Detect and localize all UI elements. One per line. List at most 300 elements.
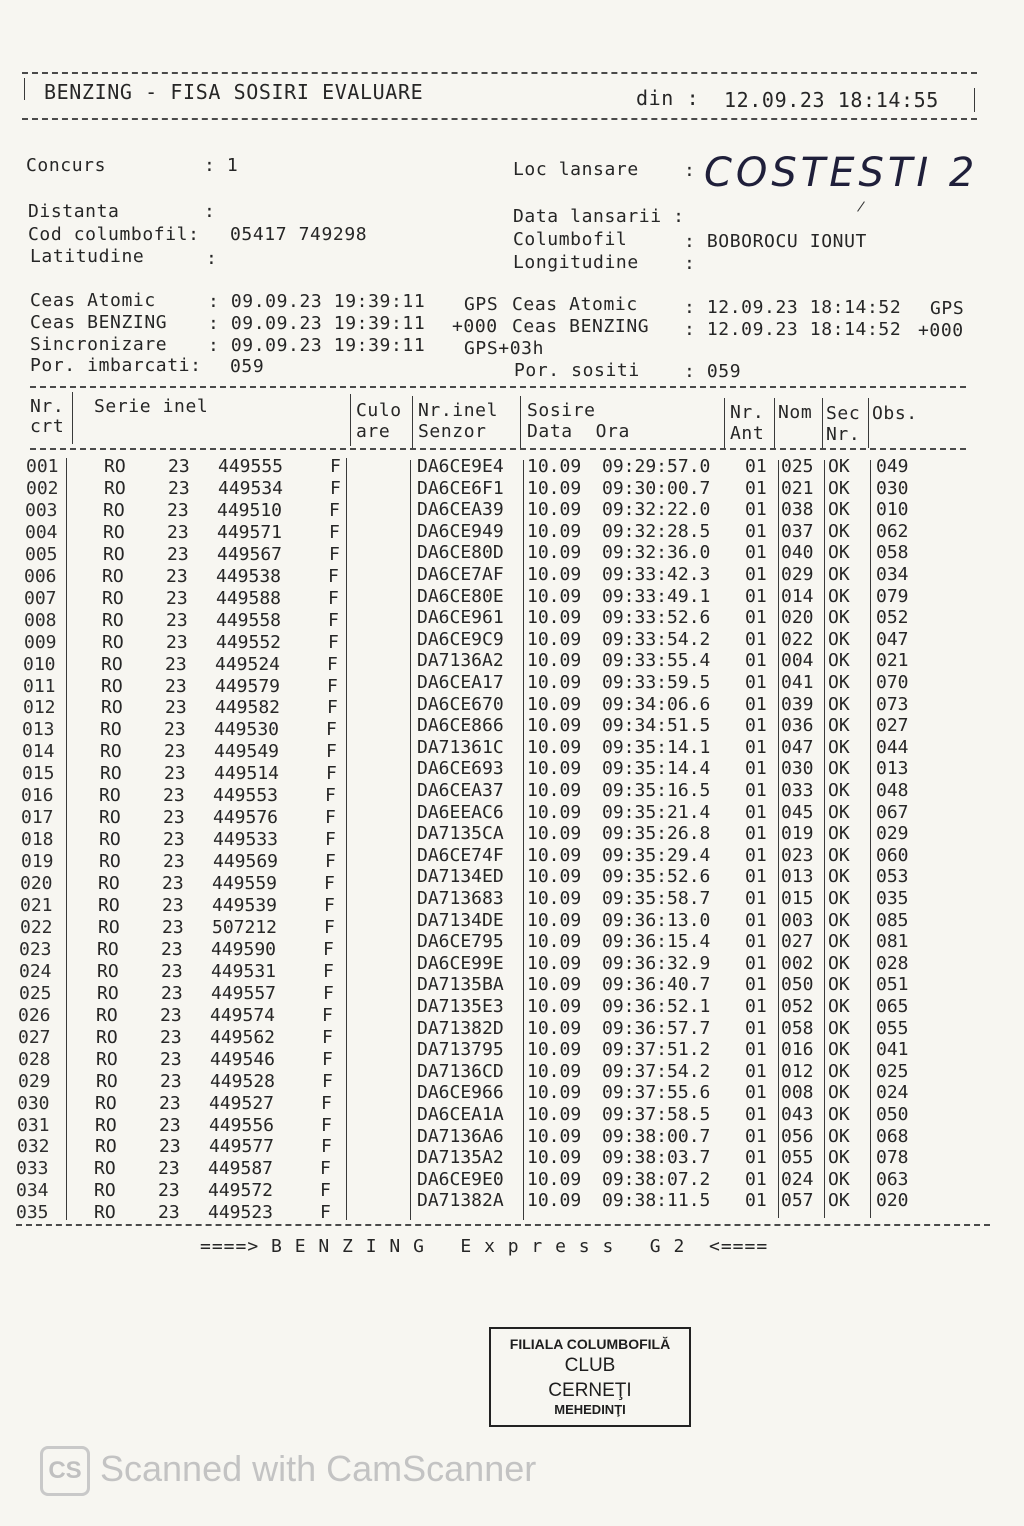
arrival-time: 09:35:52.6 <box>602 866 711 888</box>
country-code: RO <box>99 851 121 873</box>
arrival-date: 10.09 <box>527 650 582 672</box>
obs-value: 010 <box>876 499 909 521</box>
obs-value: 029 <box>876 823 909 845</box>
row-number: 031 <box>17 1114 50 1136</box>
obs-value: 073 <box>876 693 909 715</box>
ring-year: 23 <box>161 982 183 1004</box>
table-row <box>0 801 1024 829</box>
sex: F <box>322 1048 333 1070</box>
row-number: 009 <box>24 631 57 653</box>
country-code: RO <box>101 697 123 719</box>
antenna-number: 01 <box>745 736 767 758</box>
sensor-id: DA6CE99E <box>417 952 504 974</box>
sex: F <box>328 565 339 587</box>
ring-year: 23 <box>165 653 187 675</box>
country-code: RO <box>100 719 122 741</box>
sex: F <box>321 1114 332 1136</box>
nom-value: 025 <box>781 456 814 477</box>
sync-label: Sincronizare <box>30 334 168 355</box>
arrival-date: 10.09 <box>527 1168 582 1190</box>
nom-value: 047 <box>781 736 814 758</box>
sync-offset: GPS+03h <box>464 338 545 359</box>
ring-number: 449562 <box>210 1026 276 1048</box>
header-serie-inel: Serie inel <box>94 396 209 417</box>
sex: F <box>324 916 335 938</box>
arrival-time: 09:33:59.5 <box>602 672 711 693</box>
arrival-date: 10.09 <box>527 1104 582 1125</box>
arrival-time: 09:37:58.5 <box>602 1104 711 1125</box>
sensor-id: DA7135A2 <box>417 1147 504 1169</box>
sensor-id: DA6CEA39 <box>417 499 504 521</box>
columbofil-label: Columbofil <box>513 229 628 250</box>
sec-status: OK <box>828 520 850 542</box>
antenna-number: 01 <box>745 888 767 909</box>
sex: F <box>325 785 336 807</box>
sensor-id: DA6CE670 <box>417 693 504 715</box>
sensor-id: DA6CE9E0 <box>417 1168 504 1190</box>
sex: F <box>328 587 339 609</box>
table-row <box>0 888 1024 916</box>
arrival-time: 09:33:55.4 <box>602 650 711 672</box>
arrival-time: 09:32:28.5 <box>602 520 711 542</box>
nom-value: 002 <box>781 952 814 974</box>
antenna-number: 01 <box>745 542 767 564</box>
sec-status: OK <box>828 1017 850 1039</box>
arrival-date: 10.09 <box>527 477 582 499</box>
ring-number: 449524 <box>215 653 281 675</box>
header-bottom-border <box>30 448 966 450</box>
latitudine-label: Latitudine <box>30 246 145 267</box>
sec-status: OK <box>828 693 850 715</box>
sensor-id: DA6CE7AF <box>417 564 504 585</box>
sec-status: OK <box>828 952 850 974</box>
sex: F <box>330 477 341 499</box>
ring-year: 23 <box>166 631 188 653</box>
country-code: RO <box>104 456 126 477</box>
row-number: 014 <box>22 741 55 763</box>
antenna-number: 01 <box>745 974 767 996</box>
arrival-time: 09:33:52.6 <box>602 607 711 629</box>
table-row <box>0 672 1024 697</box>
right-atomic-source: GPS <box>930 298 965 319</box>
row-number: 003 <box>25 499 58 521</box>
obs-value: 041 <box>876 1039 909 1061</box>
table-top-border <box>30 386 966 388</box>
country-code: RO <box>94 1158 116 1180</box>
left-benzing-label: Ceas BENZING <box>30 312 168 333</box>
arrival-date: 10.09 <box>527 542 582 564</box>
sec-status: OK <box>828 715 850 737</box>
ring-year: 23 <box>159 1136 181 1158</box>
obs-value: 051 <box>876 974 909 996</box>
row-number: 001 <box>26 456 59 477</box>
col-sep <box>520 396 521 448</box>
sensor-id: DA7134DE <box>417 909 504 931</box>
sec-status: OK <box>828 844 850 866</box>
arrival-time: 09:35:14.1 <box>602 736 711 758</box>
header-sec-bottom: Nr. <box>826 424 861 445</box>
left-atomic-source: GPS <box>464 294 499 315</box>
obs-value: 050 <box>876 1104 909 1125</box>
arrival-date: 10.09 <box>527 888 582 909</box>
row-number: 013 <box>22 719 55 741</box>
sec-status: OK <box>828 499 850 521</box>
left-atomic-value: : 09.09.23 19:39:11 <box>208 291 426 312</box>
cod-columbofil-label: Cod columbofil: <box>28 224 200 245</box>
row-number: 020 <box>20 873 53 895</box>
nom-value: 039 <box>781 693 814 715</box>
arrival-date: 10.09 <box>527 693 582 715</box>
sec-status: OK <box>828 823 850 845</box>
nom-value: 050 <box>781 974 814 996</box>
nom-value: 004 <box>781 650 814 672</box>
ring-year: 23 <box>160 1004 182 1026</box>
header-inel-top: Nr.inel <box>418 400 499 421</box>
nom-value: 022 <box>781 628 814 650</box>
col-sep <box>774 398 775 448</box>
ring-year: 23 <box>164 719 186 741</box>
obs-value: 053 <box>876 866 909 888</box>
sensor-id: DA6CE6F1 <box>417 477 504 499</box>
sensor-id: DA7136A6 <box>417 1125 504 1147</box>
sec-status: OK <box>828 931 850 953</box>
obs-value: 024 <box>876 1082 909 1104</box>
obs-value: 065 <box>876 996 909 1017</box>
ring-number: 449552 <box>216 631 282 653</box>
table-row <box>0 1039 1024 1070</box>
antenna-number: 01 <box>745 477 767 499</box>
sec-status: OK <box>828 1168 850 1190</box>
arrival-date: 10.09 <box>527 628 582 650</box>
antenna-number: 01 <box>745 1190 767 1212</box>
arrival-time: 09:36:52.1 <box>602 996 711 1017</box>
arrival-time: 09:36:32.9 <box>602 952 711 974</box>
sensor-id: DA7135E3 <box>417 996 504 1017</box>
columbofil-value: : BOBOROCU IONUT <box>684 231 867 252</box>
antenna-number: 01 <box>745 499 767 521</box>
table-row <box>0 586 1024 607</box>
country-code: RO <box>102 565 124 587</box>
ring-number: 449555 <box>218 456 284 477</box>
sex: F <box>328 609 339 631</box>
obs-value: 034 <box>876 564 909 585</box>
row-number: 032 <box>17 1136 50 1158</box>
ring-year: 23 <box>166 565 188 587</box>
table-row <box>0 974 1024 1004</box>
sensor-id: DA6CE80D <box>417 542 504 564</box>
col-sep <box>72 392 73 444</box>
table-row <box>0 542 1024 563</box>
sheet-title: BENZING - FISA SOSIRI EVALUARE <box>44 80 424 104</box>
header-culoare-top: Culo <box>356 400 402 421</box>
arrival-time: 09:35:21.4 <box>602 801 711 823</box>
ring-year: 23 <box>162 873 184 895</box>
arrival-time: 09:35:16.5 <box>602 780 711 801</box>
row-number: 034 <box>16 1180 49 1202</box>
camscanner-logo-icon: CS <box>40 1446 90 1496</box>
antenna-number: 01 <box>745 650 767 672</box>
sensor-id: DA7136CD <box>417 1060 504 1082</box>
antenna-number: 01 <box>745 931 767 953</box>
sec-status: OK <box>828 1060 850 1082</box>
obs-value: 021 <box>876 650 909 672</box>
country-code: RO <box>97 938 119 960</box>
antenna-number: 01 <box>745 715 767 737</box>
table-row <box>0 758 1024 785</box>
nom-value: 016 <box>781 1039 814 1061</box>
obs-value: 052 <box>876 607 909 629</box>
loc-lansare-handwritten: COSTESTI 2 <box>704 150 979 196</box>
ring-number: 449569 <box>213 851 279 873</box>
obs-value: 047 <box>876 628 909 650</box>
obs-value: 020 <box>876 1190 909 1212</box>
left-benzing-value: : 09.09.23 19:39:11 <box>208 313 426 334</box>
nom-value: 055 <box>781 1147 814 1169</box>
arrival-time: 09:34:06.6 <box>602 693 711 715</box>
obs-value: 068 <box>876 1125 909 1147</box>
sec-status: OK <box>828 801 850 823</box>
left-benzing-offset: +000 <box>452 316 498 337</box>
sex: F <box>329 499 340 521</box>
nom-value: 029 <box>781 564 814 585</box>
nom-value: 052 <box>781 996 814 1017</box>
table-row <box>0 1190 1024 1224</box>
country-code: RO <box>99 829 121 851</box>
row-number: 027 <box>18 1026 51 1048</box>
table-row <box>0 780 1024 807</box>
ring-year: 23 <box>167 521 189 543</box>
antenna-number: 01 <box>745 564 767 585</box>
arrival-date: 10.09 <box>527 1060 582 1082</box>
antenna-number: 01 <box>745 1017 767 1039</box>
arrival-date: 10.09 <box>527 1017 582 1039</box>
arrival-time: 09:33:54.2 <box>602 628 711 650</box>
country-code: RO <box>103 543 125 565</box>
ring-number: 449572 <box>208 1180 274 1202</box>
row-number: 010 <box>23 653 56 675</box>
arrival-date: 10.09 <box>527 866 582 888</box>
ring-number: 449571 <box>217 521 283 543</box>
country-code: RO <box>104 477 126 499</box>
arrival-time: 09:33:42.3 <box>602 564 711 585</box>
obs-value: 063 <box>876 1168 909 1190</box>
nom-value: 012 <box>781 1060 814 1082</box>
obs-value: 048 <box>876 780 909 801</box>
arrival-date: 10.09 <box>527 585 582 607</box>
row-number: 022 <box>20 916 53 938</box>
row-number: 018 <box>21 829 54 851</box>
antenna-number: 01 <box>745 672 767 693</box>
sensor-id: DA6EEAC6 <box>417 801 504 823</box>
arrival-date: 10.09 <box>527 736 582 758</box>
country-code: RO <box>95 1136 117 1158</box>
sex: F <box>322 1004 333 1026</box>
title-bottom-border <box>22 118 977 120</box>
ring-year: 23 <box>161 960 183 982</box>
sensor-id: DA6CE9E4 <box>417 456 504 477</box>
nom-value: 015 <box>781 888 814 909</box>
sex: F <box>324 873 335 895</box>
row-number: 023 <box>19 938 52 960</box>
ring-number: 449527 <box>209 1092 275 1114</box>
obs-value: 079 <box>876 585 909 607</box>
arrival-time: 09:36:57.7 <box>602 1017 711 1039</box>
stamp-line-2: CLUB <box>564 1354 616 1376</box>
sex: F <box>320 1158 331 1180</box>
country-code: RO <box>99 807 121 829</box>
sec-status: OK <box>828 909 850 931</box>
sex: F <box>323 960 334 982</box>
sex: F <box>320 1180 331 1202</box>
table-row <box>0 909 1024 938</box>
nom-value: 027 <box>781 931 814 953</box>
country-code: RO <box>97 960 119 982</box>
ring-number: 449534 <box>218 477 284 499</box>
ring-year: 23 <box>167 543 189 565</box>
row-number: 026 <box>18 1004 51 1026</box>
country-code: RO <box>94 1180 116 1202</box>
concurs-value: : 1 <box>204 155 239 176</box>
header-inel-bottom: Senzor <box>418 421 487 442</box>
obs-value: 058 <box>876 542 909 564</box>
sex: F <box>325 807 336 829</box>
arrival-time: 09:34:51.5 <box>602 715 711 737</box>
table-row <box>0 564 1024 585</box>
antenna-number: 01 <box>745 1168 767 1190</box>
sex: F <box>327 653 338 675</box>
header-nr: Nr. <box>30 396 65 417</box>
sex: F <box>324 895 335 916</box>
concurs-label: Concurs <box>26 155 107 176</box>
sositi-value: : 059 <box>684 361 742 382</box>
header-crt: crt <box>30 416 65 437</box>
loc-lansare-label: Loc lansare <box>513 159 639 180</box>
country-code: RO <box>96 1004 118 1026</box>
row-number: 029 <box>18 1070 51 1092</box>
country-code: RO <box>102 631 124 653</box>
row-number: 024 <box>19 960 52 982</box>
antenna-number: 01 <box>745 909 767 931</box>
sex: F <box>322 1070 333 1092</box>
ring-number: 449590 <box>211 938 277 960</box>
title-top-border <box>22 72 977 74</box>
sensor-id: DA7134ED <box>417 866 504 888</box>
antenna-number: 01 <box>745 607 767 629</box>
nom-value: 056 <box>781 1125 814 1147</box>
nom-value: 024 <box>781 1168 814 1190</box>
sex: F <box>325 829 336 851</box>
sensor-id: DA6CE949 <box>417 520 504 542</box>
row-number: 007 <box>24 587 57 609</box>
sex: F <box>327 675 338 697</box>
sec-status: OK <box>828 585 850 607</box>
antenna-number: 01 <box>745 844 767 866</box>
arrival-time: 09:32:36.0 <box>602 542 711 564</box>
arrival-date: 10.09 <box>527 844 582 866</box>
sensor-id: DA713795 <box>417 1039 504 1061</box>
loc-lansare-colon: : <box>684 160 696 181</box>
nom-value: 021 <box>781 477 814 499</box>
ring-year: 23 <box>166 587 188 609</box>
sec-status: OK <box>828 1125 850 1147</box>
sensor-id: DA6CE795 <box>417 931 504 953</box>
row-number: 015 <box>22 763 55 785</box>
row-number: 025 <box>19 982 52 1004</box>
sex: F <box>323 982 334 1004</box>
antenna-number: 01 <box>745 952 767 974</box>
row-number: 011 <box>23 675 56 697</box>
sex: F <box>320 1202 331 1224</box>
header-ant-bottom: Ant <box>730 423 765 444</box>
arrival-time: 09:36:15.4 <box>602 931 711 953</box>
ring-number: 449510 <box>217 499 283 521</box>
table-row <box>0 456 1024 477</box>
country-code: RO <box>97 982 119 1004</box>
ring-number: 449558 <box>216 609 282 631</box>
title-right-bar <box>974 88 975 112</box>
nom-value: 057 <box>781 1190 814 1212</box>
arrival-date: 10.09 <box>527 801 582 823</box>
sensor-id: DA7135BA <box>417 974 504 996</box>
sec-status: OK <box>828 974 850 996</box>
ring-year: 23 <box>167 499 189 521</box>
obs-value: 030 <box>876 477 909 499</box>
antenna-number: 01 <box>745 1039 767 1061</box>
sensor-id: DA71382D <box>417 1017 504 1039</box>
sec-status: OK <box>828 1147 850 1169</box>
sec-status: OK <box>828 650 850 672</box>
sec-status: OK <box>828 1190 850 1212</box>
report-datetime: 12.09.23 18:14:55 <box>724 88 939 112</box>
sec-status: OK <box>828 780 850 801</box>
antenna-number: 01 <box>745 823 767 845</box>
handwritten-tick <box>857 201 865 211</box>
table-row <box>0 715 1024 741</box>
sec-status: OK <box>828 996 850 1017</box>
ring-number: 449530 <box>214 719 280 741</box>
longitudine-colon: : <box>684 253 696 274</box>
arrival-date: 10.09 <box>527 1082 582 1104</box>
sex: F <box>326 741 337 763</box>
country-code: RO <box>96 1026 118 1048</box>
sensor-id: DA6CE80E <box>417 585 504 607</box>
sensor-id: DA6CEA17 <box>417 672 504 693</box>
nom-value: 020 <box>781 607 814 629</box>
sex: F <box>330 456 341 477</box>
country-code: RO <box>95 1114 117 1136</box>
arrival-date: 10.09 <box>527 456 582 477</box>
table-row <box>0 866 1024 895</box>
row-number: 004 <box>25 521 58 543</box>
sensor-id: DA6CE961 <box>417 607 504 629</box>
arrival-date: 10.09 <box>527 1125 582 1147</box>
right-benzing-offset: +000 <box>918 320 964 341</box>
antenna-number: 01 <box>745 1125 767 1147</box>
ring-number: 449514 <box>214 763 280 785</box>
sec-status: OK <box>828 628 850 650</box>
nom-value: 033 <box>781 780 814 801</box>
header-ant-top: Nr. <box>730 402 765 423</box>
country-code: RO <box>95 1092 117 1114</box>
row-number: 002 <box>26 477 59 499</box>
ring-number: 449553 <box>213 785 279 807</box>
row-number: 006 <box>24 565 57 587</box>
table-row <box>0 844 1024 873</box>
table-bottom-border <box>16 1224 990 1226</box>
sec-status: OK <box>828 736 850 758</box>
imbarcati-value: 059 <box>230 356 265 377</box>
nom-value: 045 <box>781 801 814 823</box>
